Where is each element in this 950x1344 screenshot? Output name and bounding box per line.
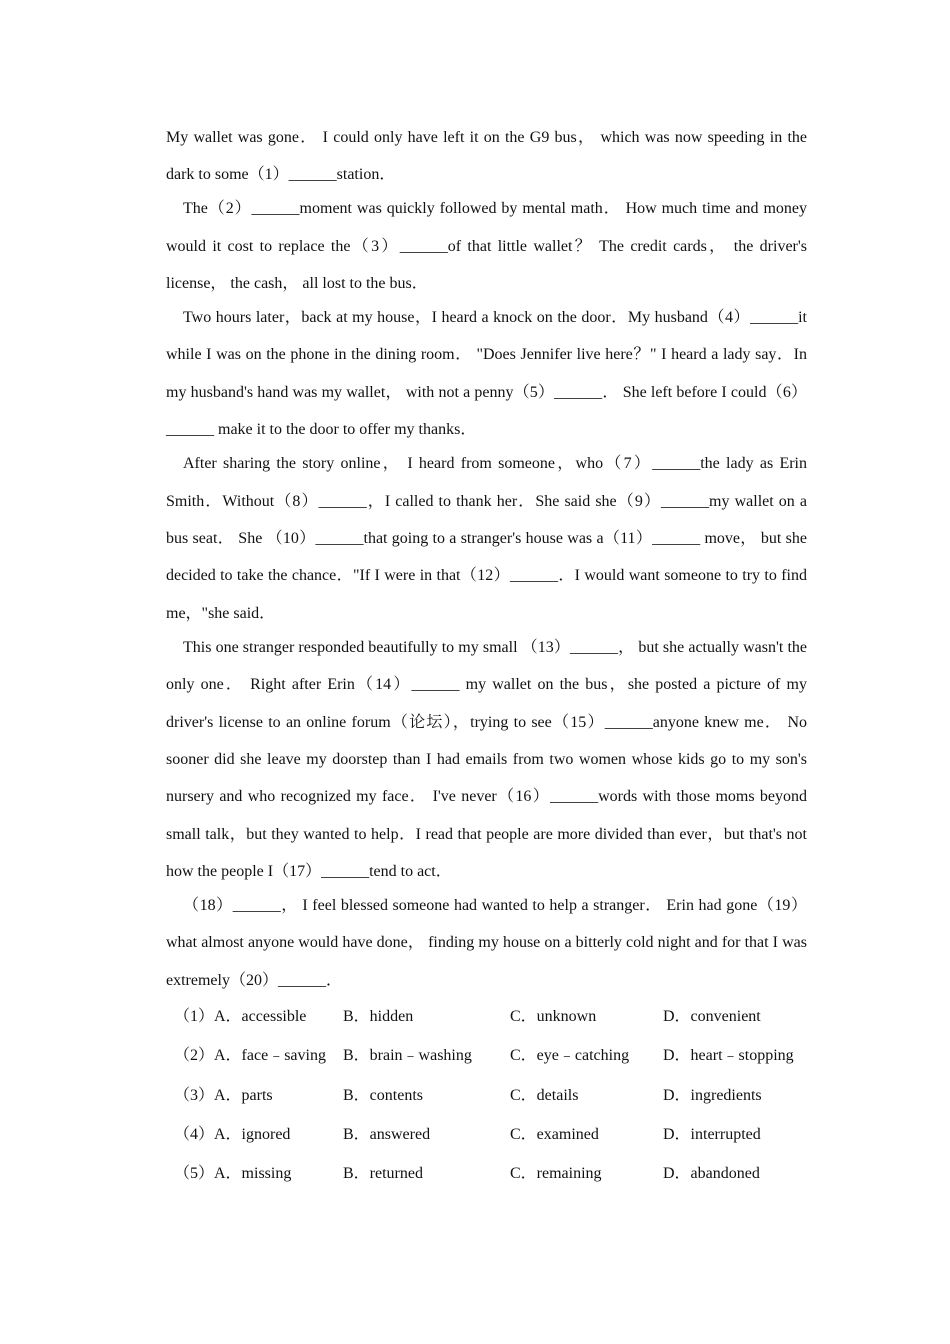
question-row-2 (166, 1036, 807, 1075)
option-c: C．remaining (510, 1165, 602, 1183)
option-c: C．details (510, 1086, 579, 1104)
option-b: B．hidden (343, 1008, 414, 1025)
passage-paragraph-1: My wallet was gone． I could only have left it on the G9 bus， which was now speeding in the dark to some（1）______station． (166, 129, 807, 184)
option-a: （2）A．face﹣saving (174, 1047, 326, 1065)
passage-paragraph-2: The（2）______moment was quickly followed by mental math． How much time and money would it cost to replace the（3）______of that little wallet？ The credit cards， the driver's license， the cash， all lost to the bus． (166, 200, 807, 293)
passage-paragraph-4: After sharing the story online， I heard from someone，who（7）______the lady as Erin Smith．Without（8）______，I called to thank her．She said she（9）______my wallet on a bus seat． She （10）______that going to a stranger's house was a（11）______ move， but she decided to take the chance．"If I were in that（12）______．I would want someone to try to find me，"she said． (166, 455, 807, 622)
option-c: C．unknown (510, 1008, 597, 1025)
passage-paragraph-5: This one stranger responded beautifully to my small （13）______， but she actually wasn't the only one． Right after Erin（14）______ my wallet on the bus，she posted a picture of my driver's license to an online forum（论坛），trying to see（15）______anyone knew me． No sooner did she leave my doorstep than I had emails from two women whose kids go to my son's nursery and who recognized my face． I've never（16）______words with those moms beyond small talk，but they wanted to help．I read that people are more divided than ever，but that's not how the people I（17）______tend to act． (166, 638, 807, 881)
option-a: （3）A．parts (174, 1086, 273, 1104)
cloze-passage (166, 119, 807, 996)
option-b: B．returned (343, 1165, 423, 1183)
option-a: （4）A．ignored (174, 1125, 291, 1143)
option-d: D．interrupted (663, 1125, 761, 1143)
option-a: （5）A．missing (174, 1165, 292, 1183)
question-row-3 (166, 1076, 807, 1115)
option-d: D．ingredients (663, 1086, 762, 1104)
question-row-5 (166, 1154, 807, 1193)
answer-options (166, 997, 807, 1193)
question-row-1 (166, 997, 807, 1036)
passage-paragraph-3: Two hours later，back at my house，I heard a knock on the door．My husband（4）______it while I was on the phone in the dining room． "Does Jennifer live here？" I heard a lady say．In my husband's hand was my wallet， with not a penny（5）______． She left before I could（6）______ make it to the door to offer my thanks． (166, 309, 807, 439)
option-c: C．examined (510, 1125, 599, 1143)
option-d: D．abandoned (663, 1165, 760, 1183)
option-d: D．convenient (663, 1008, 761, 1025)
option-c: C．eye﹣catching (510, 1047, 630, 1065)
option-b: B．brain﹣washing (343, 1047, 472, 1065)
option-d: D．heart﹣stopping (663, 1047, 794, 1065)
option-b: B．answered (343, 1125, 431, 1143)
question-row-4 (166, 1115, 807, 1154)
option-b: B．contents (343, 1086, 423, 1104)
option-a: （1）A．accessible (174, 1008, 307, 1025)
passage-paragraph-6: （18）______， I feel blessed someone had wanted to help a stranger． Erin had gone（19）what almost anyone would have done， finding my house on a bitterly cold night and for that I was extremely（20）______． (166, 897, 807, 989)
